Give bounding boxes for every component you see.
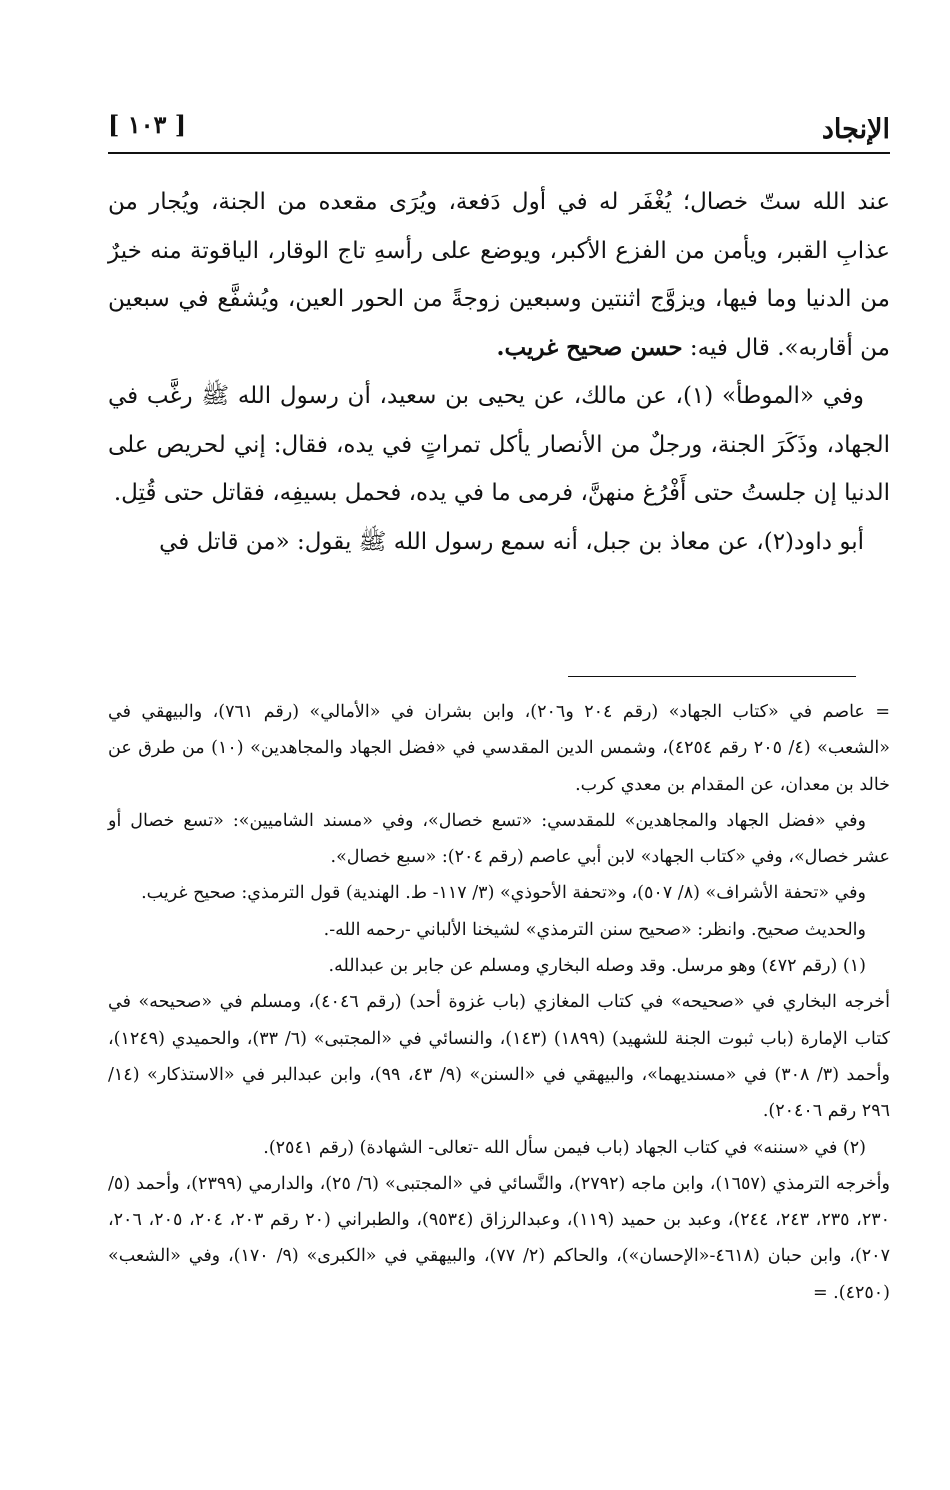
paragraph-text: عند الله ستّ خصال؛ يُغْفَر له في أول دَفعة، ويُرَى مقعده من الجنة، ويُجار من عذابِ القبر، ويأمن من الفزع الأكبر، ويوضع على رأسهِ تاج الوقار، الياقوتة منه خيرٌ من الدنيا وما فيها، ويزوَّج اثنتين وسبعين زوجةً من الحور العين، ويُشفَّع في سبعين من أقاربه». قال فيه: xyxy=(108,189,890,361)
footnote-paragraph: = عاصم في «كتاب الجهاد» (رقم ٢٠٤ و٢٠٦)، وابن بشران في «الأمالي» (رقم ٧٦١)، والبيهقي في «الشعب» (٤/ ٢٠٥ رقم ٤٢٥٤)، وشمس الدين المقدسي في «فضل الجهاد والمجاهدين» (١٠) من طرق عن خالد بن معدان، عن المقدام بن معدي كرب. xyxy=(108,702,891,795)
footnote-paragraph: وفي «تحفة الأشراف» (٨/ ٥٠٧)، و«تحفة الأحوذي» (٣/ ١١٧- ط. الهندية) قول الترمذي: صحيح غريب. xyxy=(141,883,866,904)
footnotes xyxy=(108,694,890,1311)
page-number: [ ١٠٣ ] xyxy=(108,110,187,139)
footnote-separator xyxy=(568,676,856,677)
footnote-paragraph: أخرجه البخاري في «صحيحه» في كتاب المغازي (باب غزوة أحد) (رقم ٤٠٤٦)، ومسلم في «صحيحه» في كتاب الإمارة (باب ثبوت الجنة للشهيد) (١٨٩٩) (١٤٣)، والنسائي في «المجتبى» (٦/ ٣٣)، والحميدي (١٢٤٩)، وأحمد (٣/ ٣٠٨) في «مسنديهما»، والبيهقي في «السنن» (٩/ ٤٣، ٩٩)، وابن عبدالبر في «الاستذكار» (١٤/ ٢٩٦ رقم ٢٠٤٠٦). xyxy=(108,992,890,1122)
header-rule xyxy=(108,152,890,154)
hadith-grading: حسن صحيح غريب. xyxy=(496,333,683,361)
main-text xyxy=(108,178,890,566)
footnote-paragraph: والحديث صحيح. وانظر: «صحيح سنن الترمذي» لشيخنا الألباني -رحمه الله-. xyxy=(323,919,866,940)
footnote-2: (٢) في «سننه» في كتاب الجهاد (باب فيمن سأل الله -تعالى- الشهادة) (رقم ٢٥٤١). xyxy=(263,1137,866,1158)
footnote-paragraph: وأخرجه الترمذي (١٦٥٧)، وابن ماجه (٢٧٩٢)، والنَّسائي في «المجتبى» (٦/ ٢٥)، والدارمي (٢٣٩٩)، وأحمد (٥/ ٢٣٠، ٢٣٥، ٢٤٣، ٢٤٤)، وعبد بن حميد (١١٩)، وعبدالرزاق (٩٥٣٤)، والطبراني (٢٠ رقم ٢٠٣، ٢٠٤، ٢٠٥، ٢٠٦، ٢٠٧)، وابن حبان (٤٦١٨-«الإحسان»)، والحاكم (٢/ ٧٧)، والبيهقي في «الكبرى» (٩/ ١٧٠)، وفي «الشعب» (٤٢٥٠). = xyxy=(108,1173,891,1303)
main-paragraph: أبو داود(٢)، عن معاذ بن جبل، أنه سمع رسول الله ﷺ يقول: «من قاتل في xyxy=(159,528,864,555)
main-paragraph xyxy=(108,178,890,372)
main-paragraph: وفي «الموطأ» (١)، عن مالك، عن يحيى بن سعيد، أن رسول الله ﷺ رغَّب في الجهاد، وذَكَرَ الجنة، ورجلٌ من الأنصار يأكل تمراتٍ في يده، فقال: إني لحريص على الدنيا إن جلستُ حتى أَفْرُغ منهنَّ، فرمى ما في يده، فحمل بسيفِه، فقاتل حتى قُتِل. xyxy=(108,383,890,506)
footnote-paragraph: وفي «فضل الجهاد والمجاهدين» للمقدسي: «تسع خصال»، وفي «مسند الشاميين»: «تسع خصال أو عشر خصال»، وفي «كتاب الجهاد» لابن أبي عاصم (رقم ٢٠٤): «سبع خصال». xyxy=(108,810,890,868)
running-title: الإنجاد xyxy=(821,114,890,145)
footnote-1: (١) (رقم ٤٧٢) وهو مرسل. وقد وصله البخاري ومسلم عن جابر بن عبدالله. xyxy=(328,956,866,977)
page-header xyxy=(108,110,890,154)
